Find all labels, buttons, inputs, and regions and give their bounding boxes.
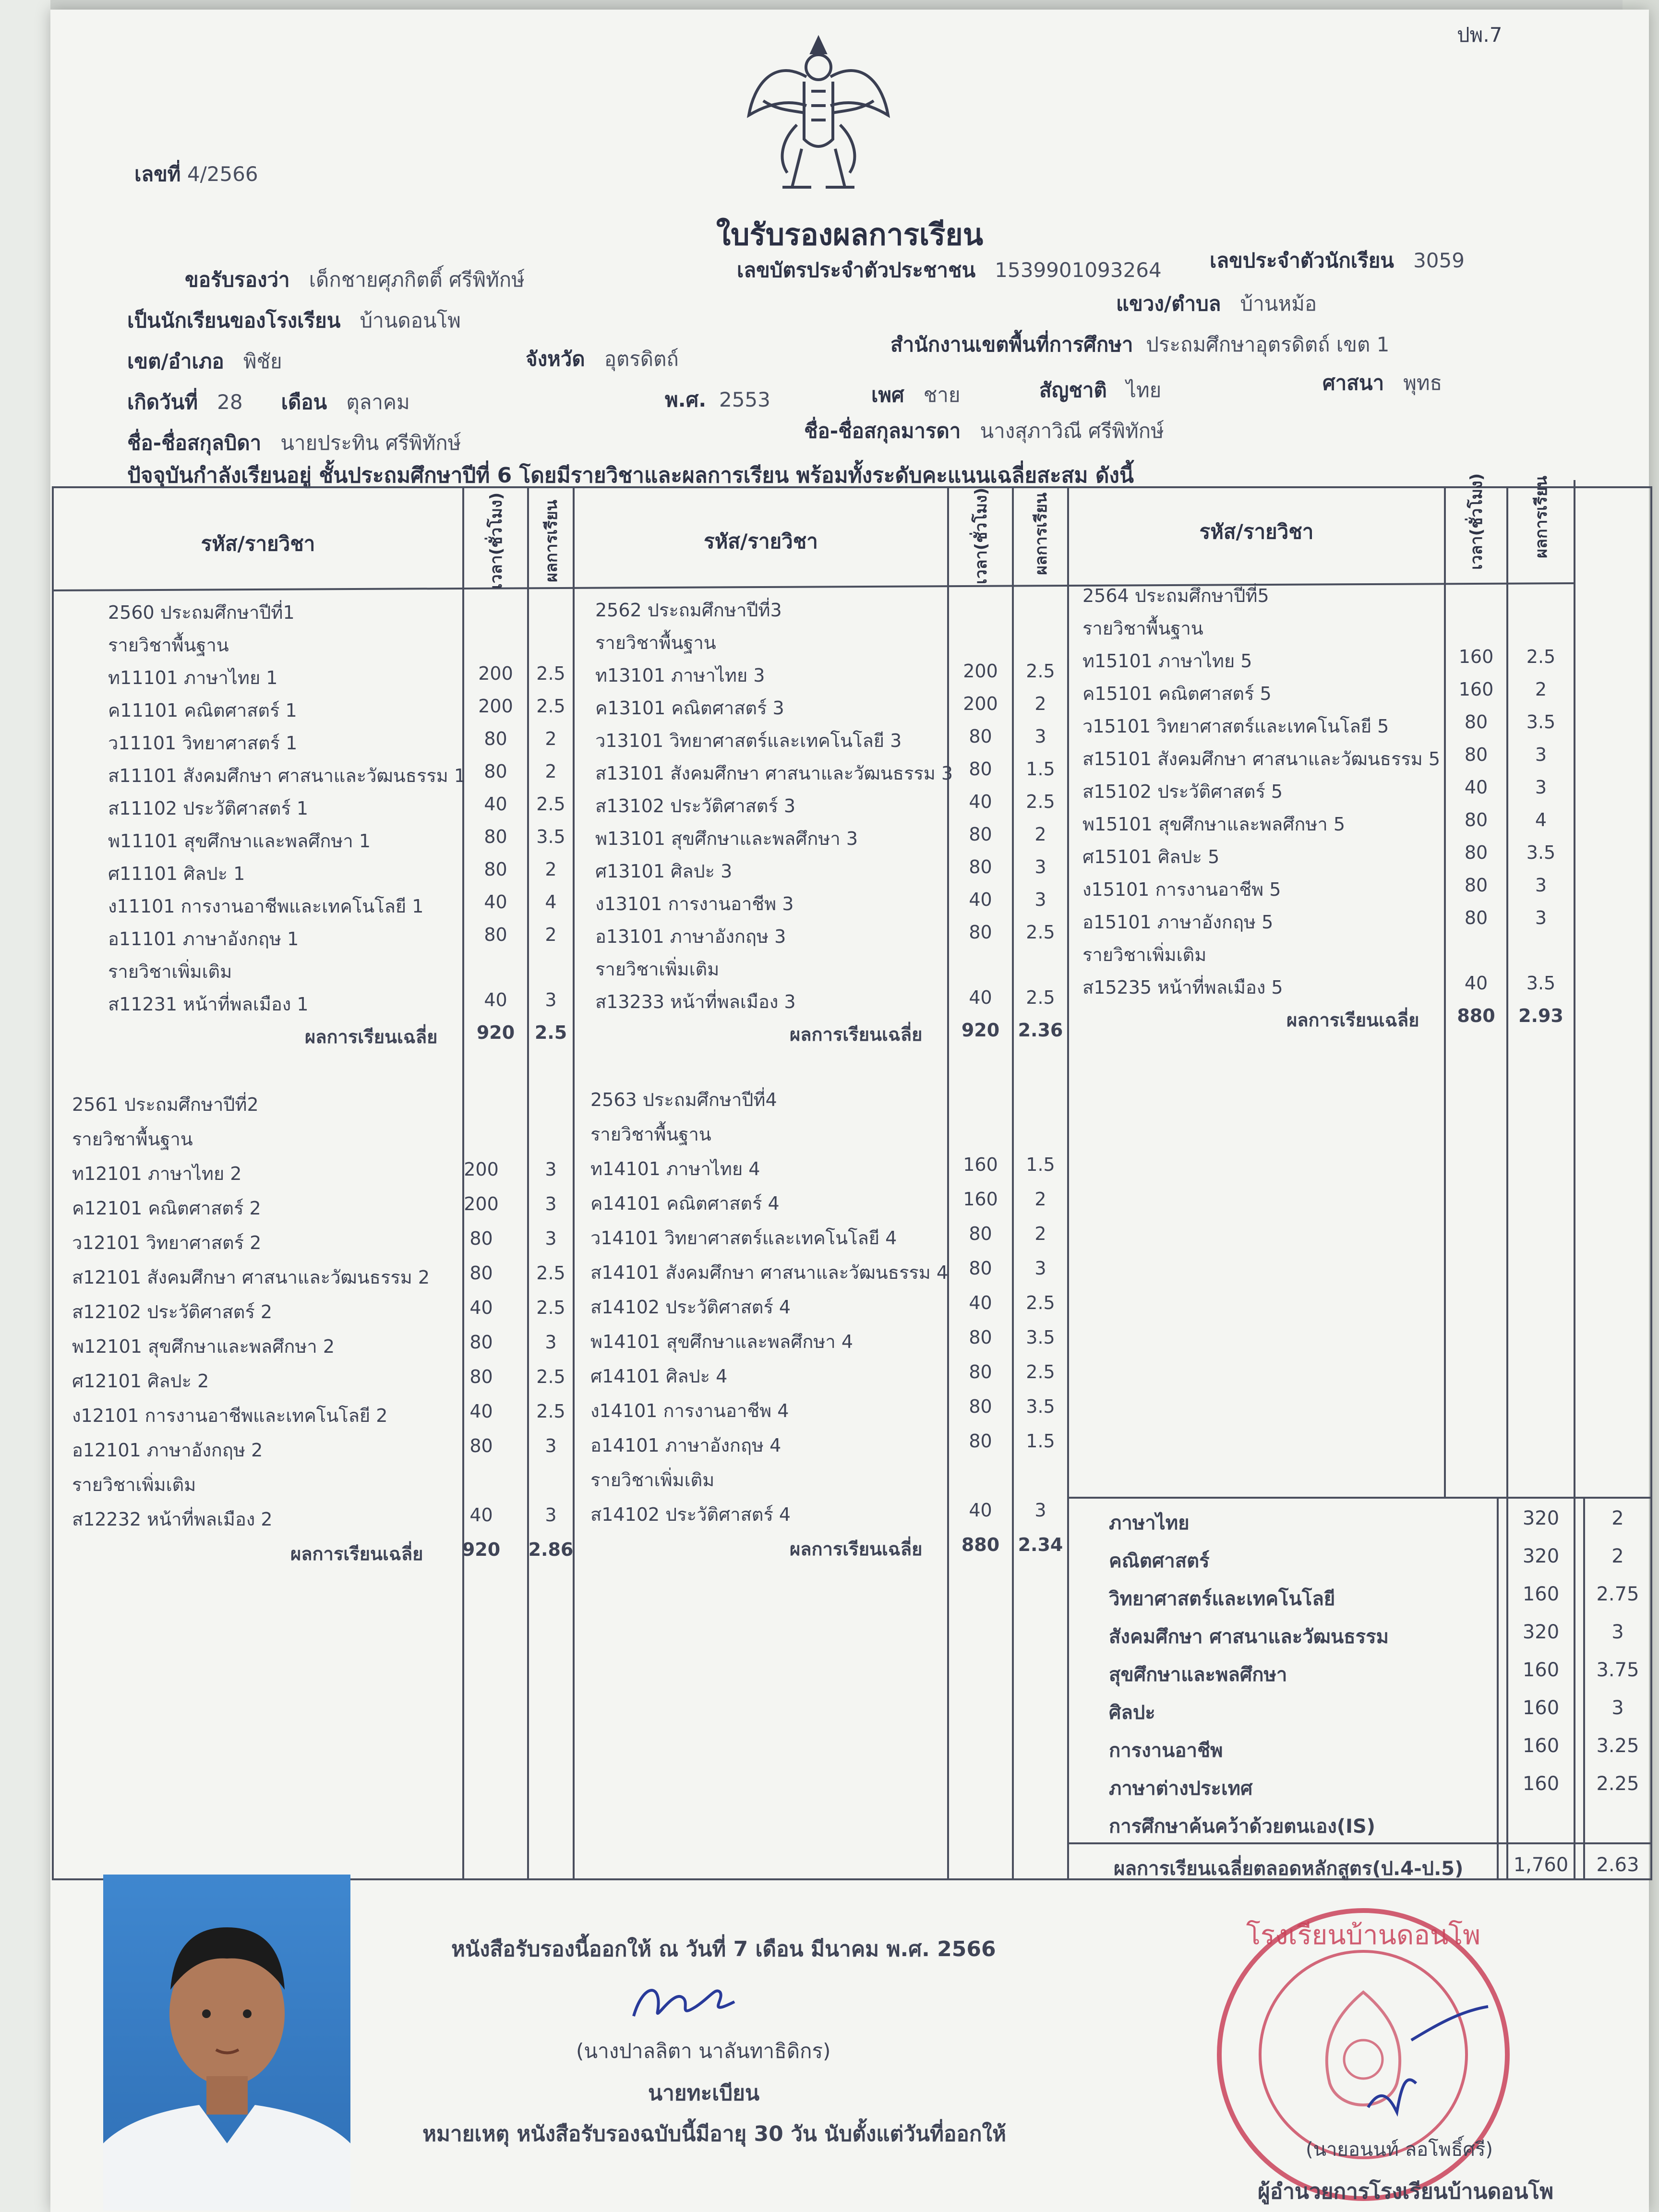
religion-label: ศาสนา: [1322, 371, 1384, 395]
subject-grade: 3: [1535, 875, 1547, 896]
subject-name: ว13101 วิทยาศาสตร์และเทคโนโลยี 3: [595, 730, 902, 751]
average-grade: 2.36: [1018, 1020, 1063, 1041]
section-label-basic: รายวิชาพื้นฐาน: [108, 635, 229, 656]
subject-hours: 40: [969, 987, 992, 1008]
summary-hours: 160: [1522, 1583, 1560, 1605]
birth-day-label: เกิดวันที่: [127, 390, 198, 414]
subject-hours: 80: [1464, 711, 1488, 733]
subject-name: อ12101 ภาษาอังกฤษ 2: [72, 1440, 263, 1461]
subject-name: ค13101 คณิตศาสตร์ 3: [595, 697, 784, 719]
subject-hours: 40: [1464, 777, 1488, 798]
summary-grade: 3: [1611, 1697, 1624, 1719]
subject-grade: 2: [545, 728, 557, 749]
nationality-label: สัญชาติ: [1039, 378, 1107, 402]
background-paper-edge: [0, 0, 50, 2212]
summary-subject: ภาษาต่างประเทศ: [1109, 1778, 1253, 1800]
subject-hours: 40: [484, 989, 507, 1010]
father-row: [127, 427, 461, 459]
subject-hours: 200: [464, 1193, 499, 1214]
student-photo: [103, 1875, 350, 2211]
subject-grade: 3: [1034, 1258, 1046, 1279]
school-row: [127, 305, 461, 337]
school-value: บ้านดอนโพ: [360, 309, 461, 332]
subject-hours: 40: [469, 1401, 493, 1422]
subject-hours: 160: [963, 1154, 998, 1175]
district-label: เขต/อำเภอ: [127, 349, 224, 373]
student-portrait-icon: [103, 1875, 350, 2211]
summary-grade: 2: [1611, 1545, 1624, 1567]
subject-hours: 80: [1464, 744, 1488, 765]
subject-name: ค12101 คณิตศาสตร์ 2: [72, 1198, 261, 1219]
summary-hours: 160: [1522, 1697, 1560, 1719]
subject-name: ส11101 สังคมศึกษา ศาสนาและวัฒนธรรม 1: [108, 765, 466, 786]
nationality-value: ไทย: [1126, 378, 1162, 402]
summary-hours: 320: [1522, 1621, 1560, 1643]
student-name: เด็กชายศุภกิตติ์ ศรีพิทักษ์: [309, 268, 525, 291]
subject-grade: 2.5: [1026, 791, 1055, 812]
subject-name: พ12101 สุขศึกษาและพลศึกษา 2: [72, 1336, 335, 1357]
province-label: จังหวัด: [526, 347, 585, 371]
subject-name: พ11101 สุขศึกษาและพลศึกษา 1: [108, 830, 371, 852]
subject-name: ศ12101 ศิลปะ 2: [72, 1370, 209, 1392]
section-label-basic: รายวิชาพื้นฐาน: [1082, 618, 1203, 639]
subject-name: ว11101 วิทยาศาสตร์ 1: [108, 733, 298, 754]
id-card-label: เลขบัตรประจำตัวประชาชน: [737, 258, 976, 282]
birth-year-row: [665, 384, 770, 416]
subject-name: ท15101 ภาษาไทย 5: [1082, 650, 1252, 672]
mother-value: นางสุภาวิณี ศรีพิทักษ์: [980, 419, 1164, 443]
subject-grade: 2: [545, 761, 557, 782]
district-value: พิชัย: [243, 349, 282, 373]
nationality-row: [1039, 374, 1161, 406]
subject-hours: 80: [484, 761, 507, 782]
certify-label: ขอรับรองว่า: [185, 268, 290, 291]
subject-hours: 40: [969, 1500, 992, 1521]
subject-hours: 160: [1458, 646, 1494, 667]
subject-grade: 2.5: [536, 1297, 565, 1318]
section-label-basic: รายวิชาพื้นฐาน: [72, 1129, 193, 1150]
subject-grade: 2.5: [1026, 1292, 1055, 1313]
header-subject-2: รหัส/รายวิชา: [704, 529, 818, 553]
subject-name: ท14101 ภาษาไทย 4: [590, 1158, 760, 1179]
subject-hours: 80: [484, 924, 507, 945]
subject-hours: 80: [484, 728, 507, 749]
document-title: ใบรับรองผลการเรียน: [716, 217, 984, 252]
subject-name: ค14101 คณิตศาสตร์ 4: [590, 1193, 780, 1214]
subject-hours: 80: [969, 726, 992, 747]
subject-name: ส15235 หน้าที่พลเมือง 5: [1082, 977, 1283, 998]
average-hours: 880: [1457, 1005, 1495, 1026]
subject-name: ส13233 หน้าที่พลเมือง 3: [595, 991, 796, 1012]
subject-grade: 2.5: [536, 663, 565, 684]
birth-month-value: ตุลาคม: [346, 390, 410, 414]
summary-subject: วิทยาศาสตร์และเทคโนโลยี: [1109, 1588, 1335, 1610]
subject-name: ส12101 สังคมศึกษา ศาสนาและวัฒนธรรม 2: [72, 1267, 430, 1288]
subject-name: ท13101 ภาษาไทย 3: [595, 665, 765, 686]
subject-grade: 4: [1535, 809, 1547, 830]
mother-row: [804, 415, 1164, 447]
subject-grade: 3.5: [536, 826, 565, 847]
birth-day-value: 28: [217, 390, 243, 414]
average-label: ผลการเรียนเฉลี่ย: [1286, 1010, 1419, 1031]
subject-name: ส12232 หน้าที่พลเมือง 2: [72, 1509, 273, 1530]
subject-hours: 80: [969, 824, 992, 845]
subject-name: พ13101 สุขศึกษาและพลศึกษา 3: [595, 828, 858, 849]
header-hours-3: เวลา(ชั่วโมง): [1467, 473, 1486, 570]
subject-hours: 80: [484, 859, 507, 880]
subject-hours: 80: [969, 1431, 992, 1452]
year-heading: 2561 ประถมศึกษาปีที่2: [72, 1094, 259, 1115]
subject-grade: 2: [545, 924, 557, 945]
subject-grade: 4: [545, 891, 557, 913]
district-row: [127, 346, 282, 377]
subject-grade: 1.5: [1026, 758, 1055, 780]
province-row: [526, 343, 679, 375]
subject-grade: 3: [545, 989, 557, 1010]
subject-hours: 160: [963, 1189, 998, 1210]
subdistrict-label: แขวง/ตำบล: [1116, 292, 1221, 315]
subject-grade: 2.5: [536, 1401, 565, 1422]
doc-number: [134, 158, 258, 190]
subject-hours: 200: [464, 1159, 499, 1180]
subject-name: ส14102 ประวัติศาสตร์ 4: [590, 1297, 791, 1318]
header-hours-1: เวลา(ชั่วโมง): [487, 492, 506, 589]
sex-label: เพศ: [871, 383, 904, 407]
summary-hours: 320: [1522, 1507, 1560, 1529]
subject-hours: 40: [969, 1292, 992, 1313]
section-label-extra: รายวิชาเพิ่มเติม: [595, 959, 720, 980]
subject-name: อ14101 ภาษาอังกฤษ 4: [590, 1435, 781, 1456]
issued-statement: หนังสือรับรองนี้ออกให้ ณ วันที่ 7 เดือน มีนาคม พ.ศ. 2566: [451, 1937, 996, 1961]
subject-name: ศ15101 ศิลปะ 5: [1082, 846, 1220, 867]
subject-grade: 3: [1535, 907, 1547, 928]
summary-subject: คณิตศาสตร์: [1109, 1550, 1210, 1572]
average-hours: 920: [476, 1022, 515, 1043]
summary-grade: 2: [1611, 1507, 1624, 1529]
average-grade: 2.34: [1018, 1534, 1063, 1555]
header-grade-1: ผลการเรียน: [542, 500, 561, 582]
student-name-row: [185, 264, 525, 296]
subject-grade: 3.5: [1526, 973, 1556, 994]
subject-grade: 3: [545, 1332, 557, 1353]
subject-grade: 3: [545, 1228, 557, 1249]
subject-grade: 2: [1034, 1189, 1046, 1210]
subject-name: ส13102 ประวัติศาสตร์ 3: [595, 795, 796, 817]
sex-row: [871, 379, 960, 411]
subject-hours: 80: [1464, 907, 1488, 928]
average-label: ผลการเรียนเฉลี่ย: [790, 1539, 923, 1560]
section-label-extra: รายวิชาเพิ่มเติม: [108, 961, 232, 982]
subject-grade: 2: [1034, 693, 1046, 714]
subject-grade: 2.5: [536, 793, 565, 815]
subject-name: ส15102 ประวัติศาสตร์ 5: [1082, 781, 1283, 802]
subject-name: ศ14101 ศิลปะ 4: [590, 1366, 728, 1387]
subject-hours: 40: [484, 793, 507, 815]
summary-subject: ภาษาไทย: [1109, 1512, 1190, 1534]
subject-hours: 80: [969, 1223, 992, 1244]
current-status: ปัจจุบันกำลังเรียนอยู่ ชั้นประถมศึกษาปีที่ 6 โดยมีรายวิชาและผลการเรียน พร้อมทั้งระดับคะแนนเฉลี่ยสะสม ดังนี้: [127, 463, 1134, 488]
stamp-text: โรงเรียนบ้านดอนโพ: [1246, 1920, 1481, 1951]
subject-hours: 80: [469, 1332, 493, 1353]
subject-hours: 80: [1464, 875, 1488, 896]
area-value: ประถมศึกษาอุตรดิตถ์ เขต 1: [1146, 333, 1390, 356]
subject-grade: 3: [545, 1193, 557, 1214]
subject-name: ส11102 ประวัติศาสตร์ 1: [108, 798, 309, 819]
average-label: ผลการเรียนเฉลี่ย: [290, 1543, 423, 1564]
subdistrict-row: [1116, 288, 1317, 320]
subject-grade: 3: [1034, 889, 1046, 910]
summary-hours: 160: [1522, 1773, 1560, 1795]
birth-year-label: พ.ศ.: [665, 388, 707, 411]
subject-grade: 2.5: [1026, 922, 1055, 943]
subject-hours: 80: [969, 1396, 992, 1417]
subject-grade: 3: [1535, 777, 1547, 798]
subject-name: ว14101 วิทยาศาสตร์และเทคโนโลยี 4: [590, 1227, 897, 1249]
overall-hours: 1,760: [1513, 1854, 1569, 1876]
subject-grade: 2.5: [536, 1262, 565, 1284]
summary-grade: 2.75: [1596, 1583, 1639, 1605]
overall-grade: 2.63: [1596, 1854, 1639, 1876]
student-no-value: 3059: [1413, 249, 1465, 272]
father-value: นายประทิน ศรีพิทักษ์: [280, 431, 461, 455]
subject-grade: 3.5: [1526, 842, 1556, 863]
section-label-basic: รายวิชาพื้นฐาน: [590, 1124, 711, 1145]
year-heading: 2560 ประถมศึกษาปีที่1: [108, 602, 295, 623]
subject-hours: 80: [1464, 809, 1488, 830]
summary-subject: สุขศึกษาและพลศึกษา: [1109, 1664, 1287, 1686]
subject-grade: 2.5: [1026, 661, 1055, 682]
province-value: อุตรดิตถ์: [604, 347, 679, 371]
subject-name: พ15101 สุขศึกษาและพลศึกษา 5: [1082, 814, 1345, 835]
average-grade: 2.86: [528, 1539, 574, 1560]
religion-row: [1322, 367, 1442, 399]
subject-hours: 40: [484, 891, 507, 913]
year-heading: 2563 ประถมศึกษาปีที่4: [590, 1089, 777, 1110]
subject-grade: 3.5: [1026, 1327, 1055, 1348]
summary-subject: การศึกษาค้นคว้าด้วยตนเอง(IS): [1109, 1815, 1376, 1838]
subject-name: ท12101 ภาษาไทย 2: [72, 1163, 242, 1184]
summary-subject: สังคมศึกษา ศาสนาและวัฒนธรรม: [1109, 1626, 1389, 1648]
summary-grade: 3.25: [1596, 1735, 1639, 1757]
id-card-row: [737, 254, 1162, 286]
subject-name: ศ13101 ศิลปะ 3: [595, 861, 733, 882]
subject-grade: 2.5: [536, 696, 565, 717]
subject-hours: 80: [469, 1262, 493, 1284]
doc-number-label: เลขที่: [134, 162, 181, 186]
subject-hours: 160: [1458, 679, 1494, 700]
subject-grade: 3.5: [1526, 711, 1556, 733]
birth-year-value: 2553: [719, 388, 770, 411]
summary-grade: 3.75: [1596, 1659, 1639, 1681]
subject-name: อ15101 ภาษาอังกฤษ 5: [1082, 912, 1274, 933]
subject-hours: 80: [469, 1228, 493, 1249]
subject-hours: 80: [484, 826, 507, 847]
subject-grade: 2.5: [1526, 646, 1556, 667]
average-grade: 2.93: [1518, 1005, 1563, 1026]
form-code: ปพ.7: [1457, 23, 1503, 47]
subject-hours: 200: [478, 663, 513, 684]
subject-name: พ14101 สุขศึกษาและพลศึกษา 4: [590, 1331, 853, 1352]
overall-label: ผลการเรียนเฉลี่ยตลอดหลักสูตร(ป.4-ป.5): [1114, 1858, 1464, 1880]
subject-name: ค15101 คณิตศาสตร์ 5: [1082, 683, 1272, 704]
subject-hours: 40: [469, 1504, 493, 1526]
summary-grade: 3: [1611, 1621, 1624, 1643]
subject-name: ส12102 ประวัติศาสตร์ 2: [72, 1301, 273, 1322]
header-hours-2: เวลา(ชั่วโมง): [972, 487, 991, 584]
subject-grade: 2: [1034, 1223, 1046, 1244]
subject-hours: 40: [969, 889, 992, 910]
birth-row: [127, 386, 410, 418]
subject-grade: 2: [1535, 679, 1547, 700]
subject-name: ส11231 หน้าที่พลเมือง 1: [108, 994, 309, 1015]
subject-name: ง13101 การงานอาชีพ 3: [595, 893, 794, 914]
summary-grade: 2.25: [1596, 1773, 1639, 1795]
garuda-emblem: [744, 29, 893, 202]
student-no-label: เลขประจำตัวนักเรียน: [1210, 249, 1395, 272]
subject-name: ส14101 สังคมศึกษา ศาสนาและวัฒนธรรม 4: [590, 1262, 949, 1283]
subject-name: อ13101 ภาษาอังกฤษ 3: [595, 926, 786, 947]
father-label: ชื่อ-ชื่อสกุลบิดา: [127, 431, 262, 455]
subject-hours: 80: [969, 922, 992, 943]
subject-grade: 1.5: [1026, 1431, 1055, 1452]
validity-note: หมายเหตุ หนังสือรับรองฉบับนี้มีอายุ 30 วัน นับตั้งแต่วันที่ออกให้: [422, 2122, 1006, 2146]
area-row: [890, 329, 1389, 361]
subject-hours: 80: [469, 1435, 493, 1456]
subject-grade: 2: [1034, 824, 1046, 845]
header-grade-3: ผลการเรียน: [1532, 476, 1551, 558]
subject-name: ว12101 วิทยาศาสตร์ 2: [72, 1232, 262, 1253]
subject-hours: 200: [963, 693, 998, 714]
summary-hours: 160: [1522, 1659, 1560, 1681]
director-name: (นายอนนท์ ลอโพธิ์ศรี): [1306, 2139, 1493, 2161]
birth-month-label: เดือน: [281, 390, 327, 414]
subject-name: ส14102 ประวัติศาสตร์ 4: [590, 1504, 791, 1525]
subject-grade: 3: [545, 1435, 557, 1456]
subdistrict-value: บ้านหม้อ: [1240, 292, 1317, 315]
subject-grade: 3: [1034, 1500, 1046, 1521]
subject-hours: 80: [969, 1361, 992, 1382]
subject-grade: 3: [1034, 856, 1046, 878]
subject-grade: 2.5: [1026, 987, 1055, 1008]
subject-hours: 80: [1464, 842, 1488, 863]
subject-name: อ11101 ภาษาอังกฤษ 1: [108, 928, 299, 950]
subject-grade: 3: [545, 1504, 557, 1526]
subject-name: ท11101 ภาษาไทย 1: [108, 667, 278, 688]
student-no-row: [1210, 245, 1465, 276]
header-subject-1: รหัส/รายวิชา: [201, 532, 315, 555]
registrar-name: (นางปาลลิตา นาลันทาธิดิกร): [576, 2039, 831, 2063]
section-label-extra: รายวิชาเพิ่มเติม: [72, 1474, 196, 1495]
year-heading: 2564 ประถมศึกษาปีที่5: [1082, 585, 1269, 606]
average-hours: 880: [961, 1534, 1000, 1555]
subject-grade: 3: [1034, 726, 1046, 747]
header-subject-3: รหัส/รายวิชา: [1199, 520, 1314, 543]
subject-name: ง15101 การงานอาชีพ 5: [1082, 879, 1281, 900]
subject-grade: 3: [1535, 744, 1547, 765]
subject-name: ว15101 วิทยาศาสตร์และเทคโนโลยี 5: [1082, 716, 1389, 737]
sex-value: ชาย: [923, 383, 961, 407]
subject-grade: 3.5: [1026, 1396, 1055, 1417]
average-label: ผลการเรียนเฉลี่ย: [305, 1026, 438, 1047]
id-card-value: 1539901093264: [995, 258, 1162, 282]
header-grade-2: ผลการเรียน: [1032, 493, 1051, 575]
subject-name: ส15101 สังคมศึกษา ศาสนาและวัฒนธรรม 5: [1082, 748, 1441, 769]
subject-name: ง12101 การงานอาชีพและเทคโนโลยี 2: [72, 1405, 388, 1426]
subject-hours: 40: [969, 791, 992, 812]
subject-hours: 80: [969, 1258, 992, 1279]
subject-grade: 3: [545, 1159, 557, 1180]
subject-name: ค11101 คณิตศาสตร์ 1: [108, 700, 297, 721]
subject-name: ง14101 การงานอาชีพ 4: [590, 1400, 789, 1421]
subject-grade: 2.5: [1026, 1361, 1055, 1382]
area-label: สำนักงานเขตพื้นที่การศึกษา: [890, 333, 1133, 356]
section-label-basic: รายวิชาพื้นฐาน: [595, 632, 716, 653]
mother-label: ชื่อ-ชื่อสกุลมารดา: [804, 419, 961, 443]
registrar-signature-icon: [624, 1973, 749, 2031]
summary-hours: 320: [1522, 1545, 1560, 1567]
average-hours: 920: [961, 1020, 1000, 1041]
subject-hours: 80: [469, 1366, 493, 1387]
subject-hours: 80: [969, 758, 992, 780]
subject-name: ง11101 การงานอาชีพและเทคโนโลยี 1: [108, 896, 424, 917]
subject-hours: 80: [969, 1327, 992, 1348]
subject-hours: 80: [969, 856, 992, 878]
section-label-extra: รายวิชาเพิ่มเติม: [590, 1469, 715, 1491]
summary-hours: 160: [1522, 1735, 1560, 1757]
religion-value: พุทธ: [1403, 371, 1443, 395]
school-label: เป็นนักเรียนของโรงเรียน: [127, 309, 341, 332]
doc-number-value: 4/2566: [187, 162, 258, 186]
average-grade: 2.5: [534, 1022, 567, 1043]
director-title: ผู้อำนวยการโรงเรียนบ้านดอนโพ: [1258, 2179, 1554, 2204]
year-heading: 2562 ประถมศึกษาปีที่3: [595, 600, 782, 621]
registrar-title: นายทะเบียน: [648, 2081, 760, 2105]
average-hours: 920: [462, 1539, 501, 1560]
summary-subject: การงานอาชีพ: [1109, 1740, 1223, 1762]
average-label: ผลการเรียนเฉลี่ย: [790, 1024, 923, 1045]
subject-hours: 40: [469, 1297, 493, 1318]
summary-subject: ศิลปะ: [1109, 1702, 1155, 1724]
subject-hours: 200: [478, 696, 513, 717]
subject-name: ส13101 สังคมศึกษา ศาสนาและวัฒนธรรม 3: [595, 763, 953, 784]
section-label-extra: รายวิชาเพิ่มเติม: [1082, 944, 1207, 965]
subject-hours: 200: [963, 661, 998, 682]
subject-grade: 2: [545, 859, 557, 880]
subject-name: ศ11101 ศิลปะ 1: [108, 863, 245, 884]
subject-hours: 40: [1464, 973, 1488, 994]
subject-grade: 1.5: [1026, 1154, 1055, 1175]
subject-grade: 2.5: [536, 1366, 565, 1387]
